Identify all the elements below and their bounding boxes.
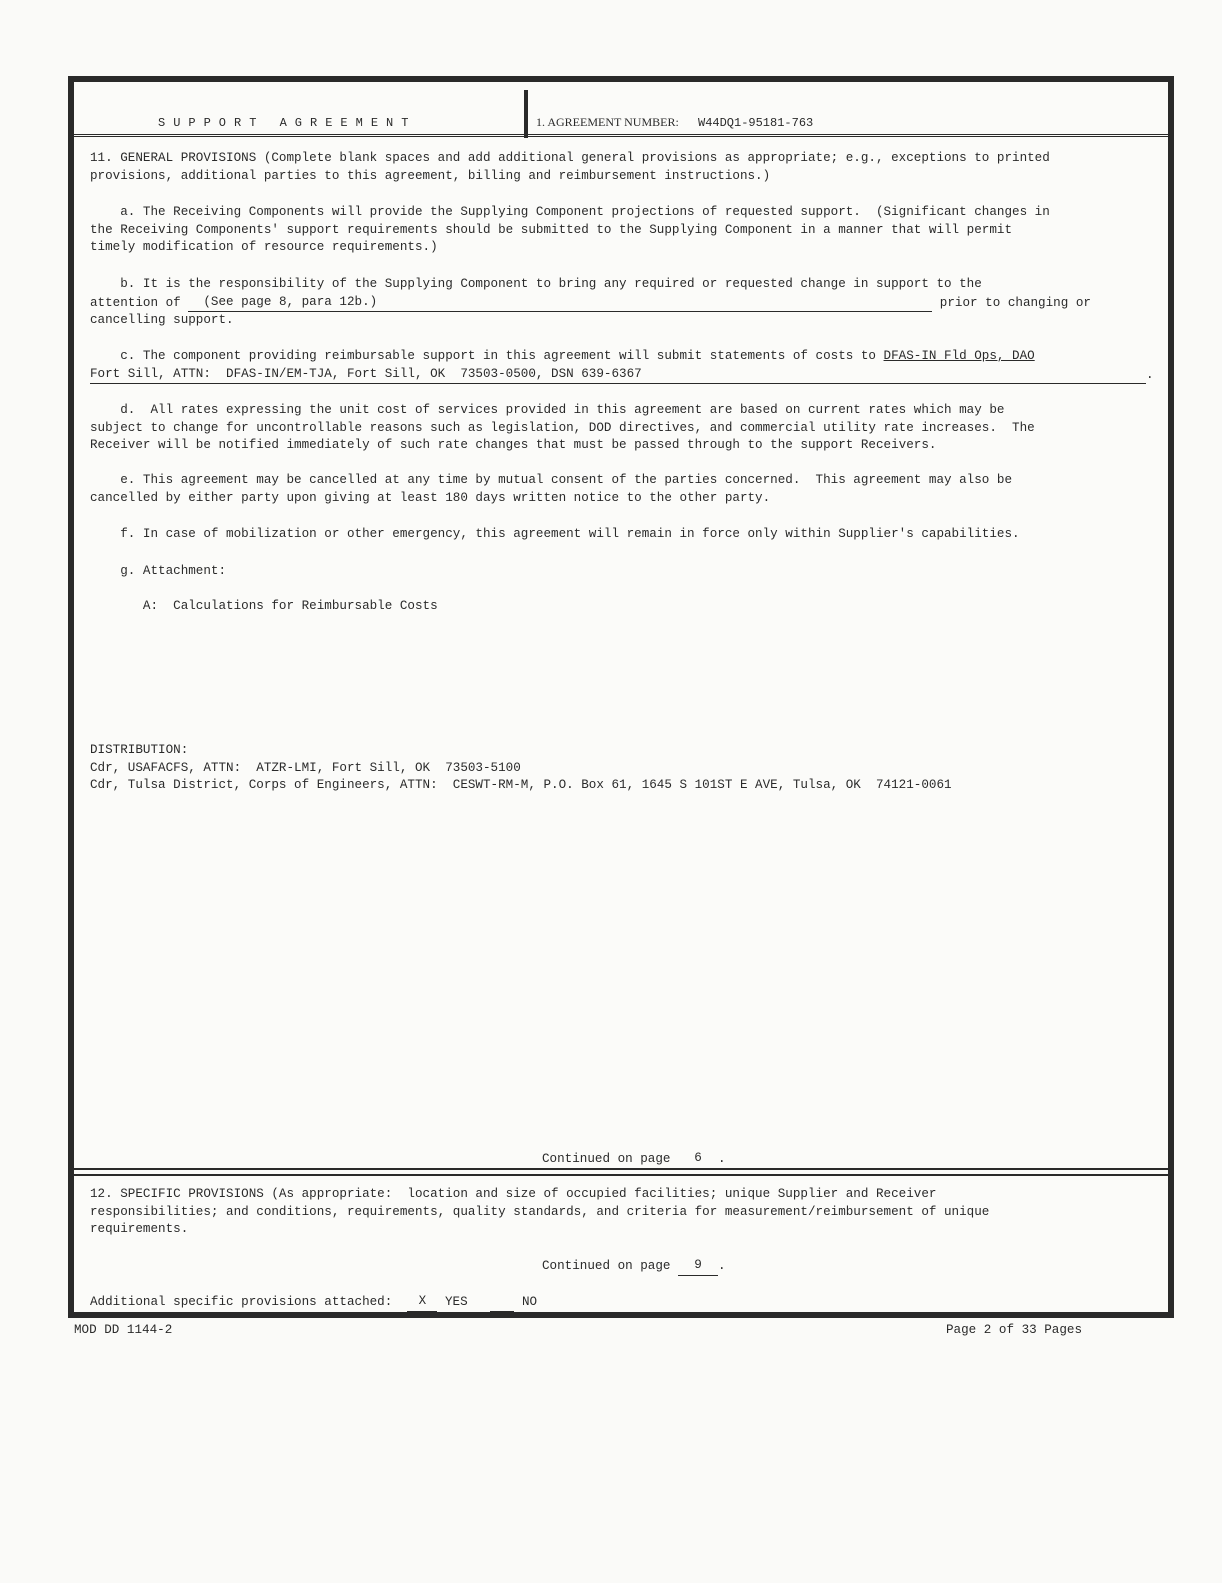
form-header — [74, 82, 1168, 137]
continued-page-value: 6 — [694, 1151, 702, 1165]
header-divider — [524, 90, 528, 138]
section-11-title-line1: 11. GENERAL PROVISIONS (Complete blank spaces and add additional general provisions as appropriate; e.g., exceptions to printed — [90, 151, 1050, 165]
distribution-block — [90, 742, 952, 795]
agreement-number-field — [536, 115, 813, 130]
provision-a — [90, 204, 1050, 257]
section-12-title — [90, 1186, 989, 1239]
provision-g-line1: g. Attachment: — [90, 564, 227, 578]
section-12-title-line1: 12. SPECIFIC PROVISIONS (As appropriate: location and size of occupied facilities; unique Supplier and Receiver — [90, 1187, 937, 1201]
attachment-a-label: A: Calculations for Reimbursable Costs — [90, 599, 438, 613]
attention-of-field — [188, 294, 932, 313]
yes-label: YES — [445, 1295, 468, 1309]
additional-provisions-label: Additional specific provisions attached: — [90, 1295, 393, 1309]
form-title: SUPPORT AGREEMENT — [158, 116, 417, 130]
provision-b-suffix: prior to changing or — [932, 295, 1091, 310]
continued-period: . — [718, 1152, 726, 1166]
provision-a-line1: a. The Receiving Components will provide the Supplying Component projections of requested support. (Significant changes in — [90, 205, 1050, 219]
provision-b — [90, 276, 1091, 330]
provision-c-suffix: . — [1146, 367, 1154, 382]
continued-label: Continued on page — [542, 1152, 679, 1166]
provision-a-line2: the Receiving Components' support requirements should be submitted to the Supplying Component in a manner that will permit — [90, 222, 1013, 237]
additional-provisions-row — [90, 1293, 537, 1312]
section-11-continued — [542, 1150, 726, 1169]
billing-office-field — [90, 366, 1146, 385]
provision-c-prefix: c. The component providing reimbursable support in this agreement will submit statements of costs to — [90, 349, 884, 363]
provision-d — [90, 402, 1035, 455]
attention-of-value: (See page 8, para 12b.) — [188, 294, 378, 309]
page-info: Page 2 of 33 Pages — [946, 1323, 1083, 1337]
provision-f-line1: f. In case of mobilization or other emergency, this agreement will remain in force only within Supplier's capabilities. — [90, 527, 1020, 541]
provision-b-prefix: attention of — [90, 295, 189, 310]
provision-d-line2: subject to change for uncontrollable reasons such as legislation, DOD directives, and commercial utility rate increases. The — [90, 420, 1035, 435]
section-12-title-line3: requirements. — [90, 1222, 189, 1236]
continued-label-12: Continued on page — [542, 1259, 679, 1273]
provision-c — [90, 348, 1154, 384]
yes-checkbox[interactable] — [407, 1293, 437, 1312]
provision-a-line3: timely modification of resource requirements.) — [90, 240, 438, 254]
no-label: NO — [521, 1295, 538, 1309]
provision-b-line1: b. It is the responsibility of the Supplying Component to bring any required or requested change in support to the — [90, 277, 982, 291]
attachment-a — [90, 598, 438, 616]
provision-d-line1: d. All rates expressing the unit cost of services provided in this agreement are based on current rates which may be — [90, 403, 1005, 417]
agreement-number-value: W44DQ1-95181-763 — [698, 116, 814, 130]
section-12-title-line2: responsibilities; and conditions, requirements, quality standards, and criteria for measurement/reimbursement of unique — [90, 1204, 990, 1219]
provision-e — [90, 472, 1012, 507]
continued-page-value-12: 9 — [694, 1258, 702, 1272]
section-12-continued — [542, 1257, 726, 1276]
provision-e-line2: cancelled by either party upon giving at least 180 days written notice to the other party. — [90, 490, 771, 505]
continued-page-field-12 — [678, 1257, 718, 1276]
distribution-label: DISTRIBUTION: — [90, 743, 189, 757]
no-checkbox[interactable] — [490, 1293, 514, 1312]
continued-period-12: . — [718, 1259, 726, 1273]
section-12-separator — [74, 1168, 1168, 1176]
provision-g — [90, 563, 226, 581]
provision-b-line3: cancelling support. — [90, 313, 234, 327]
form-id: MOD DD 1144-2 — [74, 1323, 173, 1337]
continued-page-field — [678, 1150, 718, 1169]
billing-office-line1: DFAS-IN Fld Ops, DAO — [883, 349, 1035, 363]
provision-e-line1: e. This agreement may be cancelled at any time by mutual consent of the parties concerned. This agreement may also be — [90, 473, 1013, 487]
section-11-title — [90, 150, 1050, 185]
section-11-title-line2: provisions, additional parties to this agreement, billing and reimbursement instructions.) — [90, 168, 771, 183]
billing-office-line2: Fort Sill, ATTN: DFAS-IN/EM-TJA, Fort Sill, OK 73503-0500, DSN 639-6367 — [90, 366, 642, 381]
provision-d-line3: Receiver will be notified immediately of such rate changes that must be passed through to the support Receivers. — [90, 438, 937, 452]
provision-f — [90, 526, 1020, 544]
agreement-number-label: 1. AGREEMENT NUMBER: — [536, 115, 679, 129]
distribution-recipient-1: Cdr, USAFACFS, ATTN: ATZR-LMI, Fort Sill, OK 73503-5100 — [90, 760, 521, 775]
yes-mark: X — [418, 1294, 427, 1308]
support-agreement-form — [68, 76, 1174, 1318]
distribution-recipient-2: Cdr, Tulsa District, Corps of Engineers, ATTN: CESWT-RM-M, P.O. Box 61, 1645 S 101ST E AVE, Tulsa, OK 74121-0061 — [90, 778, 952, 792]
